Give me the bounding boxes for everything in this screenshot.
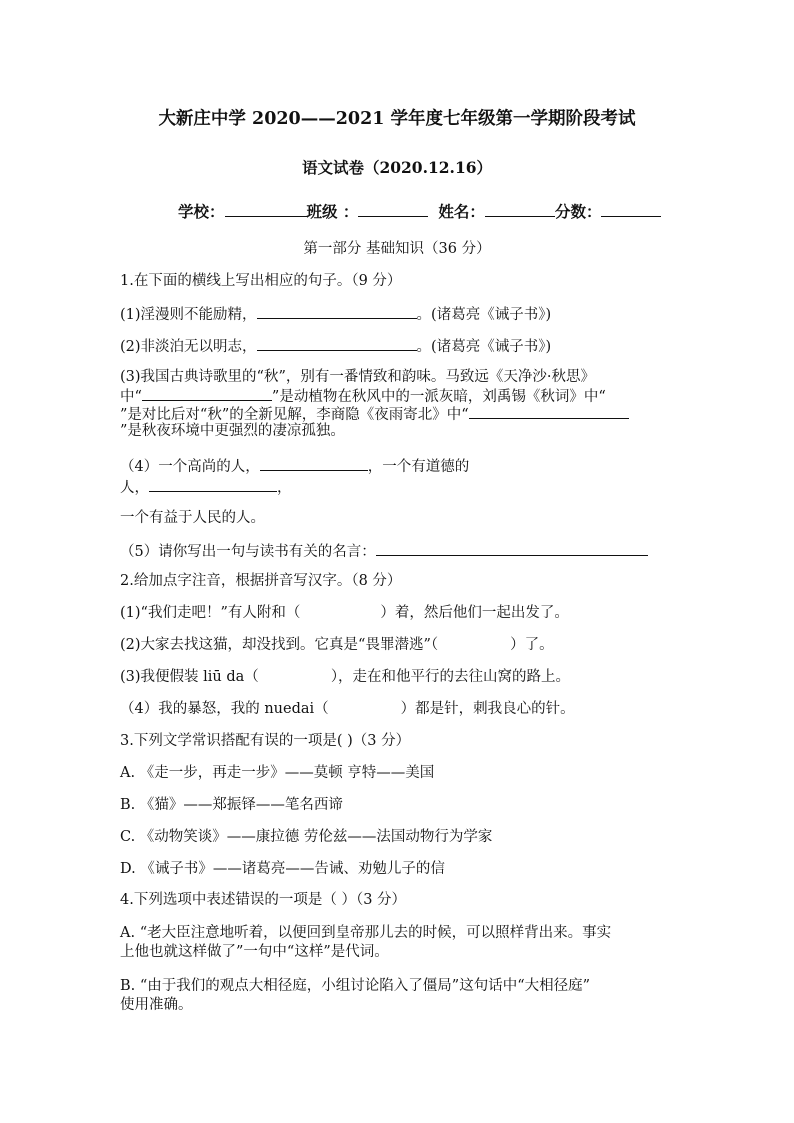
q1-item-4-text-a: （4）一个高尚的人， bbox=[120, 459, 260, 475]
q2-item-4-text-a: （4）我的暴怒，我的 nuedai（ bbox=[120, 701, 329, 717]
class-field[interactable] bbox=[358, 201, 428, 217]
q4-option-b-line-2[interactable]: 使用准确。 bbox=[120, 997, 193, 1013]
q1-item-3-blank-1[interactable] bbox=[142, 385, 272, 401]
q1-item-1 bbox=[120, 303, 676, 325]
q3-option-d[interactable]: D. 《诫子书》——诸葛亮——告诫、劝勉儿子的信 bbox=[120, 861, 445, 877]
q2-item-3-text-b: ），走在和他平行的去往山窝的路上。 bbox=[330, 669, 571, 685]
q2-item-4-text-b: ）都是针，刺我良心的针。 bbox=[400, 701, 575, 717]
q1-item-3-line-1: (3)我国古典诗歌里的“秋”，别有一番情致和韵味。马致远《天净沙·秋思》 bbox=[120, 369, 595, 385]
q4-option-a-line-1[interactable]: A. “老大臣注意地听着，以便回到皇帝那儿去的时候，可以照样背出来。事实 bbox=[120, 925, 612, 941]
q1-item-4-line-1 bbox=[120, 455, 676, 477]
q1-item-1-text: (1)淫漫则不能励精， bbox=[120, 307, 257, 323]
q2-item-2-text-a: (2)大家去找这猫，却没找到。它真是“畏罪潜逃”（ bbox=[120, 637, 439, 653]
q1-item-3-text-a: 中“ bbox=[120, 389, 142, 405]
section-title: 第一部分 基础知识（36 分） bbox=[303, 241, 491, 257]
q4-option-a-line-2[interactable]: 上他也就这样做了”一句中“这样”是代词。 bbox=[120, 944, 389, 960]
q4-option-b-line-1[interactable]: B. “由于我们的观点大相径庭，小组讨论陷入了僵局”这句话中“大相径庭” bbox=[120, 978, 591, 994]
q2-item-4 bbox=[120, 699, 676, 719]
q1-item-4-blank-2[interactable] bbox=[149, 476, 277, 492]
q1-item-4-blank-1[interactable] bbox=[260, 455, 368, 471]
q1-item-1-source: 。(诸葛亮《诫子书》) bbox=[416, 307, 552, 323]
q1-item-2 bbox=[120, 335, 676, 357]
q1-item-3-blank-2[interactable] bbox=[469, 403, 629, 419]
q1-item-5-blank[interactable] bbox=[376, 540, 648, 556]
name-field[interactable] bbox=[485, 201, 555, 217]
name-label: 姓名： bbox=[438, 202, 485, 221]
q3-option-a[interactable]: A. 《走一步，再走一步》——莫顿 亨特——美国 bbox=[120, 765, 435, 781]
student-info-line bbox=[178, 201, 678, 222]
school-label: 学校： bbox=[178, 202, 225, 221]
q1-item-3-line-4: ”是秋夜环境中更强烈的凄凉孤独。 bbox=[120, 423, 345, 439]
q1-item-2-text: (2)非淡泊无以明志， bbox=[120, 339, 257, 355]
q2-item-1-text-b: ）着，然后他们一起出发了。 bbox=[380, 605, 569, 621]
q1-item-5-text: （5）请你写出一句与读书有关的名言： bbox=[120, 544, 376, 560]
q1-item-4-text-c: 人， bbox=[120, 480, 149, 496]
exam-title: 大新庄中学 2020——2021 学年度七年级第一学期阶段考试 bbox=[158, 109, 636, 129]
q1-item-3-text-c: ”是对比后对“秋”的全新见解，李商隐《夜雨寄北》中“ bbox=[120, 407, 469, 423]
q2-item-3-text-a: (3)我便假装 liū da（ bbox=[120, 669, 259, 685]
exam-subtitle: 语文试卷（2020.12.16） bbox=[301, 158, 493, 177]
q2-item-1 bbox=[120, 603, 676, 623]
q2-item-2 bbox=[120, 635, 676, 655]
q1-item-4-text-d: ， bbox=[277, 480, 292, 496]
q2-item-3 bbox=[120, 667, 676, 687]
q1-item-2-source: 。(诸葛亮《诫子书》) bbox=[416, 339, 552, 355]
q1-stem: 1.在下面的横线上写出相应的句子。（9 分） bbox=[120, 273, 402, 289]
q2-item-2-text-b: ）了。 bbox=[510, 637, 554, 653]
q1-item-5 bbox=[120, 540, 676, 562]
class-label: 班级 ： bbox=[306, 202, 359, 221]
school-field[interactable] bbox=[225, 201, 307, 217]
q2-item-1-text-a: (1)“我们走吧！”有人附和（ bbox=[120, 605, 301, 621]
q4-stem: 4.下列选项中表述错误的一项是（ ）（3 分） bbox=[120, 892, 407, 908]
q1-item-3-text-b: ”是动植物在秋风中的一派灰暗，刘禹锡《秋词》中“ bbox=[271, 389, 606, 405]
q1-item-2-blank[interactable] bbox=[257, 335, 417, 351]
q1-item-4-line-2 bbox=[120, 476, 676, 498]
score-label: 分数： bbox=[554, 202, 602, 221]
q3-option-c[interactable]: C. 《动物笑谈》——康拉德 劳伦兹——法国动物行为学家 bbox=[120, 829, 493, 845]
q2-stem: 2.给加点字注音，根据拼音写汉字。（8 分） bbox=[120, 573, 402, 589]
q3-option-b[interactable]: B. 《猫》——郑振铎——笔名西谛 bbox=[120, 797, 343, 813]
q1-item-4-text-b: ，一个有道德的 bbox=[367, 459, 470, 475]
q1-item-4-line-3: 一个有益于人民的人。 bbox=[120, 510, 265, 526]
q1-item-1-blank[interactable] bbox=[257, 303, 417, 319]
q3-stem: 3.下列文学常识搭配有误的一项是( )（3 分） bbox=[120, 733, 411, 749]
score-field[interactable] bbox=[601, 201, 661, 217]
